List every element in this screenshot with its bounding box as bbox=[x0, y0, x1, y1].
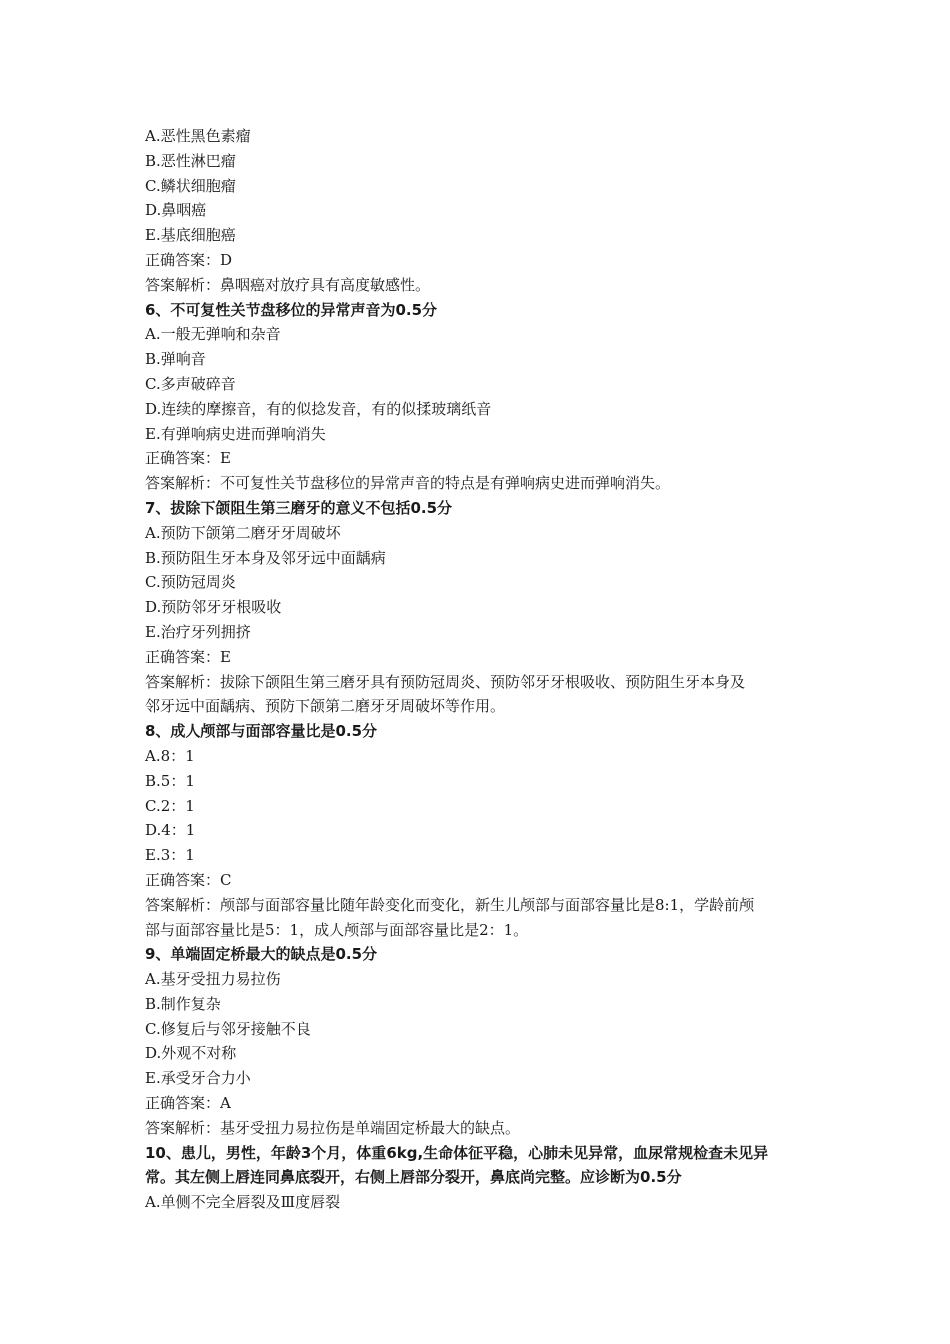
answer-option: B.5：1 bbox=[145, 771, 195, 790]
question-stem: 9、单端固定桥最大的缺点是0.5分 bbox=[145, 945, 378, 964]
answer-option: A.8：1 bbox=[145, 746, 195, 765]
question-stem: 常。其左侧上唇连同鼻底裂开，右侧上唇部分裂开，鼻底尚完整。应诊断为0.5分 bbox=[145, 1168, 682, 1187]
answer-option: E.承受牙合力小 bbox=[145, 1069, 251, 1088]
answer-option: A.一般无弹响和杂音 bbox=[145, 325, 281, 344]
answer-analysis: 答案解析：鼻咽癌对放疗具有高度敏感性。 bbox=[145, 275, 431, 294]
correct-answer: 正确答案：D bbox=[145, 250, 233, 269]
answer-option: E.治疗牙列拥挤 bbox=[145, 622, 251, 641]
answer-option: D.4：1 bbox=[145, 821, 196, 840]
answer-option: A.基牙受扭力易拉伤 bbox=[145, 970, 281, 989]
answer-option: C.2：1 bbox=[145, 796, 195, 815]
answer-option: D.预防邻牙牙根吸收 bbox=[145, 598, 282, 617]
answer-analysis: 答案解析：拔除下颌阻生第三磨牙具有预防冠周炎、预防邻牙牙根吸收、预防阻生牙本身及 bbox=[145, 672, 746, 691]
answer-option: C.多声破碎音 bbox=[145, 374, 236, 393]
answer-analysis: 邻牙远中面龋病、预防下颌第二磨牙牙周破坏等作用。 bbox=[145, 697, 506, 716]
answer-option: E.有弹响病史进而弹响消失 bbox=[145, 424, 326, 443]
answer-option: A.预防下颌第二磨牙牙周破坏 bbox=[145, 523, 341, 542]
correct-answer: 正确答案：C bbox=[145, 870, 232, 889]
question-stem: 10、患儿，男性，年龄3个月，体重6kg,生命体征平稳，心肺未见异常，血尿常规检查未见异 bbox=[145, 1143, 769, 1162]
answer-option: D.鼻咽癌 bbox=[145, 201, 207, 220]
answer-option: B.弹响音 bbox=[145, 350, 206, 369]
answer-option: B.制作复杂 bbox=[145, 994, 221, 1013]
answer-option: A.恶性黑色素瘤 bbox=[145, 127, 251, 145]
answer-analysis: 答案解析：不可复性关节盘移位的异常声音的特点是有弹响病史进而弹响消失。 bbox=[145, 474, 671, 493]
answer-analysis: 部与面部容量比是5：1，成人颅部与面部容量比是2：1。 bbox=[145, 920, 529, 939]
question-stem: 8、成人颅部与面部容量比是0.5分 bbox=[145, 722, 378, 741]
answer-option: A.单侧不完全唇裂及Ⅲ度唇裂 bbox=[145, 1193, 341, 1212]
answer-option: E.3：1 bbox=[145, 846, 195, 865]
answer-option: E.基底细胞癌 bbox=[145, 226, 236, 245]
answer-analysis: 答案解析：颅部与面部容量比随年龄变化而变化，新生儿颅部与面部容量比是8:1，学龄前颅 bbox=[145, 895, 755, 914]
document-body bbox=[145, 124, 815, 1215]
correct-answer: 正确答案：E bbox=[145, 449, 231, 468]
answer-option: C.修复后与邻牙接触不良 bbox=[145, 1019, 311, 1038]
correct-answer: 正确答案：A bbox=[145, 1094, 231, 1113]
question-stem: 7、拔除下颌阻生第三磨牙的意义不包括0.5分 bbox=[145, 498, 453, 517]
answer-option: D.外观不对称 bbox=[145, 1044, 237, 1063]
answer-option: B.恶性淋巴瘤 bbox=[145, 151, 236, 170]
answer-option: B.预防阻生牙本身及邻牙远中面龋病 bbox=[145, 548, 386, 567]
answer-option: C.预防冠周炎 bbox=[145, 573, 236, 592]
answer-option: C.鳞状细胞瘤 bbox=[145, 176, 236, 195]
correct-answer: 正确答案：E bbox=[145, 647, 231, 666]
answer-analysis: 答案解析：基牙受扭力易拉伤是单端固定桥最大的缺点。 bbox=[145, 1118, 521, 1137]
question-stem: 6、不可复性关节盘移位的异常声音为0.5分 bbox=[145, 300, 438, 319]
answer-option: D.连续的摩擦音，有的似捻发音，有的似揉玻璃纸音 bbox=[145, 399, 492, 418]
